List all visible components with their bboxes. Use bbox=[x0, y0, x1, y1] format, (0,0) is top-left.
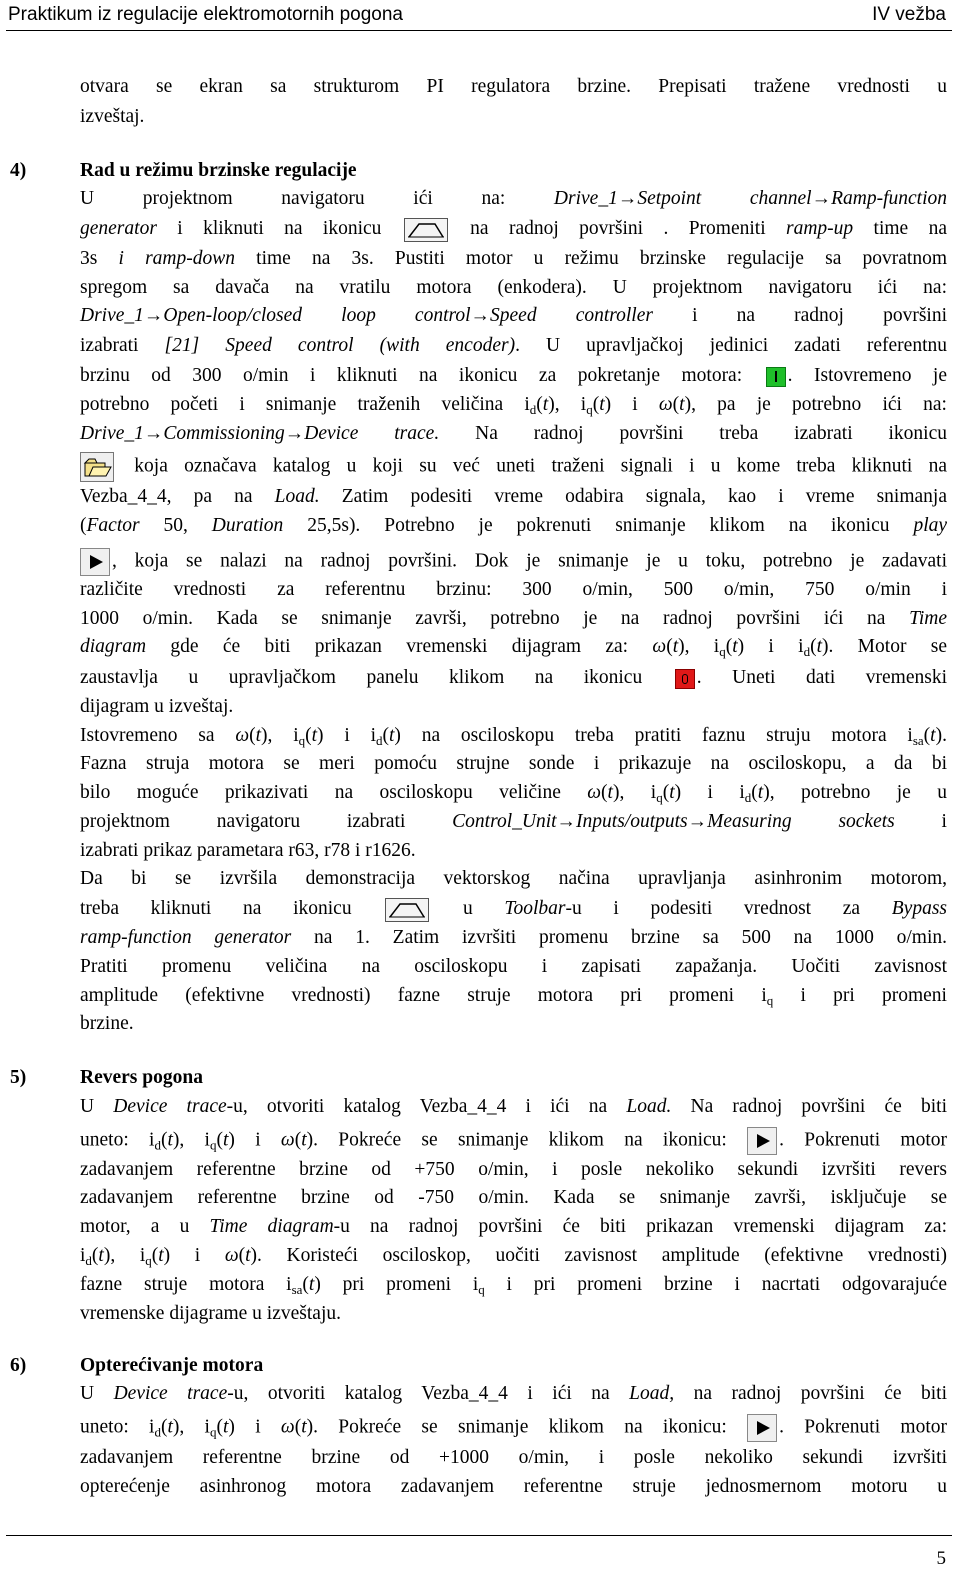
section-6-number: 6) bbox=[10, 1355, 27, 1376]
s4-line-2: generator i kliknuti na ikonicu na radnoj površini . Promeniti ramp-up time na bbox=[80, 216, 947, 242]
open-folder-icon[interactable] bbox=[80, 452, 114, 482]
s4-line-20: Fazna struja motora se meri pomoću strujne sonde i prikazuje na osciloskopu, a da bi bbox=[80, 753, 947, 774]
section-5-title: Revers pogona bbox=[80, 1067, 203, 1088]
s5-line-1: U Device trace-u, otvoriti katalog Vezba_4_4 i ići na Load. Na radnoj površini će biti bbox=[80, 1096, 947, 1117]
s4-line-19: Istovremeno sa ω(t), $i_q(t)$ i $i_d(t)$ na osciloskopu treba pratiti faznu struju motora $i_{sa}(t)$. bbox=[80, 725, 947, 748]
s4-line-24: Da bi se izvršila demonstracija vektorskog načina upravljanja asinhronim motorom, bbox=[80, 868, 947, 889]
s4-line-6: izabrati [21] Speed control (with encoder). U upravljačkoj jedinici zadati referentnu bbox=[80, 335, 947, 356]
s5-line-6: $i_d(t)$, $i_q(t)$ i ω(t). Koristeći osciloskop, uočiti zavisnost amplitude (efektivne vrednosti) bbox=[80, 1245, 947, 1268]
s4-line-13: , koja se nalazi na radnoj površini. Dok je snimanje je u toku, potrebno je zadavati bbox=[80, 548, 947, 574]
page-number: 5 bbox=[936, 1548, 946, 1569]
play-icon[interactable] bbox=[747, 1127, 777, 1155]
s4-line-23: izabrati prikaz parametara r63, r78 i r1626. bbox=[80, 840, 416, 861]
page-header bbox=[8, 2, 946, 28]
motor-start-icon[interactable] bbox=[766, 367, 786, 387]
play-icon[interactable] bbox=[747, 1414, 777, 1442]
ramp-function-generator-icon[interactable] bbox=[404, 218, 448, 242]
s4-line-28: amplitude (efektivne vrednosti) fazne struje motora pri promeni $i_q$ i pri promeni bbox=[80, 985, 947, 1008]
s6-line-2: uneto: $i_d(t)$, $i_q(t)$ i ω(t). Pokreće se snimanje klikom na ikonicu: . Pokrenuti motor bbox=[80, 1414, 947, 1440]
play-icon[interactable] bbox=[80, 548, 110, 576]
s5-line-5: motor, a u Time diagram-u na radnoj površini će biti prikazan vremenski dijagram za: bbox=[80, 1216, 947, 1237]
s5-line-7: fazne struje motora $i_{sa}(t)$ pri promeni $i_q$ i pri promeni brzine i nacrtati odgovarajuće bbox=[80, 1274, 947, 1297]
s4-line-26: ramp-function generator na 1. Zatim izvršiti promenu brzine sa 500 na 1000 o/min. bbox=[80, 927, 947, 948]
section-6-title: Opterećivanje motora bbox=[80, 1355, 264, 1376]
s5-line-3: zadavanjem referentne brzine od +750 o/min, i posle nekoliko sekundi izvršiti revers bbox=[80, 1159, 947, 1180]
s5-line-4: zadavanjem referentne brzine od -750 o/min. Kada se snimanje završi, isključuje se bbox=[80, 1187, 947, 1208]
s4-line-7: brzinu od 300 o/min i kliknuti na ikonicu za pokretanje motora: . Istovremeno je bbox=[80, 365, 948, 386]
s4-line-15: 1000 o/min. Kada se snimanje završi, potrebno je na radnoj površini ići na Time bbox=[80, 608, 947, 629]
s4-line-22: projektnom navigatoru izabrati Control_Unit→Inputs/outputs→Measuring sockets i bbox=[80, 811, 947, 832]
s4-line-17: zaustavlja u upravljačkom panelu klikom na ikonicu . Uneti dati vremenski bbox=[80, 667, 947, 688]
section-4-number: 4) bbox=[10, 160, 27, 181]
s4-line-25: treba kliknuti na ikonicu u Toolbar-u i podesiti vrednost za Bypass bbox=[80, 896, 947, 922]
motor-stop-icon[interactable] bbox=[675, 669, 695, 689]
s4-line-16: diagram gde će biti prikazan vremenski dijagram za: ω(t), $i_q(t)$ i $i_d(t)$. Motor se bbox=[80, 636, 947, 659]
s4-line-5: Drive_1→Open-loop/closed loop control→Speed controller i na radnoj površini bbox=[80, 305, 947, 326]
section-4-title: Rad u režimu brzinske regulacije bbox=[80, 160, 357, 181]
header-rule bbox=[6, 30, 952, 31]
s4-line-8: potrebno početi i snimanje traženih veličina $i_d(t)$, $i_q(t)$ i ω(t), pa je potrebno ići na: bbox=[80, 394, 947, 417]
section-5-number: 5) bbox=[10, 1067, 27, 1088]
s6-line-3: zadavanjem referentne brzine od +1000 o/min, i posle nekoliko sekundi izvršiti bbox=[80, 1447, 947, 1468]
header-title: Praktikum iz regulacije elektromotornih pogona bbox=[8, 4, 403, 25]
s4-line-27: Pratiti promenu veličina na osciloskopu i zapisati zapažanja. Uočiti zavisnost bbox=[80, 956, 947, 977]
s4-line-14: različite vrednosti za referentnu brzinu: 300 o/min, 500 o/min, 750 o/min i bbox=[80, 579, 947, 600]
s5-line-8: vremenske dijagrame u izveštaju. bbox=[80, 1303, 341, 1324]
footer-rule bbox=[6, 1535, 952, 1536]
s3-line-1: otvara se ekran sa strukturom PI regulatora brzine. Prepisati tražene vrednosti u bbox=[80, 76, 947, 97]
s5-line-2: uneto: $i_d(t)$, $i_q(t)$ i ω(t). Pokreće se snimanje klikom na ikonicu: . Pokrenuti motor bbox=[80, 1127, 947, 1153]
s4-line-18: dijagram u izveštaj. bbox=[80, 696, 234, 717]
s4-line-29: brzine. bbox=[80, 1013, 134, 1034]
ramp-function-generator-icon[interactable] bbox=[385, 898, 429, 922]
s4-line-9: Drive_1→Commissioning→Device trace. Na radnoj površini treba izabrati ikonicu bbox=[80, 423, 947, 444]
s4-line-11: Vezba_4_4, pa na Load. Zatim podesiti vreme odabira signala, kao i vreme snimanja bbox=[80, 486, 947, 507]
header-exercise: IV vežba bbox=[872, 4, 946, 25]
s4-line-1: U projektnom navigatoru ići na: Drive_1→Setpoint channel→Ramp-function bbox=[80, 188, 947, 209]
s4-line-4: spregom sa davača na vratilu motora (enkodera). U projektnom navigatoru ići na: bbox=[80, 277, 947, 298]
s3-line-2: izveštaj. bbox=[80, 106, 145, 127]
s4-line-10: koja označava katalog u koji su već uneti traženi signali i u kome treba kliknuti na bbox=[80, 452, 947, 478]
s6-line-4: opterećenje asinhronog motora zadavanjem referentne struje jednosmernom motoru u bbox=[80, 1476, 947, 1497]
s4-line-21: bilo moguće prikazivati na osciloskopu veličine ω(t), $i_q(t)$ i $i_d(t)$, potrebno je u bbox=[80, 782, 947, 805]
s4-line-12: (Factor 50, Duration 25,5s). Potrebno je pokrenuti snimanje klikom na ikonicu play bbox=[80, 515, 948, 536]
s4-line-3: 3s i ramp-down time na 3s. Pustiti motor u režimu brzinske regulacije sa povratnom bbox=[80, 248, 947, 269]
s6-line-1: U Device trace-u, otvoriti katalog Vezba_4_4 i ići na Load, na radnoj površini će biti bbox=[80, 1383, 948, 1404]
